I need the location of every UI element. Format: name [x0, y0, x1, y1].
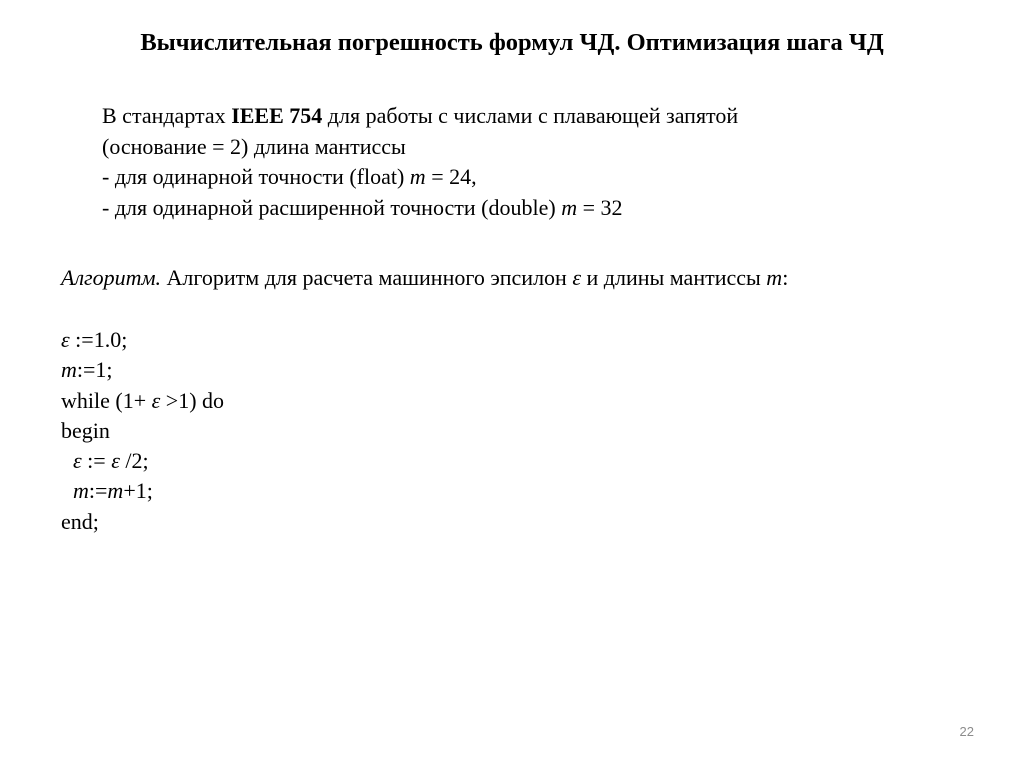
- intro-line-2: (основание = 2) длина мантиссы: [102, 133, 406, 159]
- double-mantissa-value: = 32: [577, 194, 623, 220]
- double-mantissa-var: m: [561, 194, 578, 220]
- algorithm-block: [61, 263, 961, 537]
- algorithm-text-start: Алгоритм для расчета машинного эпсилон: [161, 265, 573, 290]
- code-line-7: end;: [61, 508, 99, 534]
- algorithm-label: Алгоритм.: [61, 265, 162, 290]
- code-init-m: :=1;: [76, 357, 113, 383]
- code-epsilon: ε: [111, 448, 120, 474]
- float-label: - для одинарной точности (float): [102, 164, 410, 189]
- code-line-5: [61, 446, 961, 476]
- code-epsilon: ε: [61, 327, 70, 352]
- code-line-6: [61, 476, 961, 506]
- code-init-eps: :=1.0;: [69, 327, 128, 352]
- mantissa-symbol: m: [766, 265, 783, 290]
- code-m: m: [107, 478, 124, 504]
- code-halve: /2;: [119, 448, 149, 474]
- intro-line-double: [102, 193, 922, 224]
- float-mantissa-var: m: [409, 164, 426, 189]
- code-epsilon: ε: [73, 448, 82, 474]
- code-epsilon: ε: [151, 387, 161, 413]
- code-while-end: >1) do: [160, 387, 225, 413]
- code-m: m: [61, 357, 77, 383]
- blank-line: [61, 294, 961, 325]
- algorithm-heading: [61, 263, 961, 294]
- epsilon-symbol: ε: [572, 265, 582, 290]
- code-line-1: [61, 325, 961, 355]
- algorithm-code: [61, 325, 961, 537]
- code-line-2: [61, 355, 961, 385]
- code-increment: +1;: [123, 478, 153, 504]
- double-label: - для одинарной расширенной точности (double): [102, 194, 562, 220]
- algorithm-text-middle: и длины мантиссы: [581, 265, 767, 290]
- code-while-start: while (1+: [61, 387, 152, 413]
- intro-line-1-text-start: В стандартах: [102, 103, 232, 128]
- intro-line-1-text-end: для работы с числами с плавающей запятой: [322, 103, 739, 128]
- ieee-754-intro: [102, 101, 922, 223]
- page-number: 22: [959, 724, 974, 739]
- intro-line-1: [102, 101, 922, 132]
- code-assign: :=: [88, 478, 108, 504]
- slide-title: Вычислительная погрешность формул ЧД. Оптимизация шага ЧД: [140, 29, 884, 56]
- ieee-754-term: IEEE 754: [231, 103, 323, 128]
- intro-line-float: [102, 162, 922, 193]
- code-line-3: [61, 386, 961, 416]
- algorithm-text-end: :: [782, 265, 789, 290]
- float-mantissa-value: = 24,: [425, 164, 477, 189]
- code-m: m: [73, 478, 89, 504]
- code-assign: :=: [81, 448, 112, 474]
- code-line-4: begin: [61, 417, 110, 443]
